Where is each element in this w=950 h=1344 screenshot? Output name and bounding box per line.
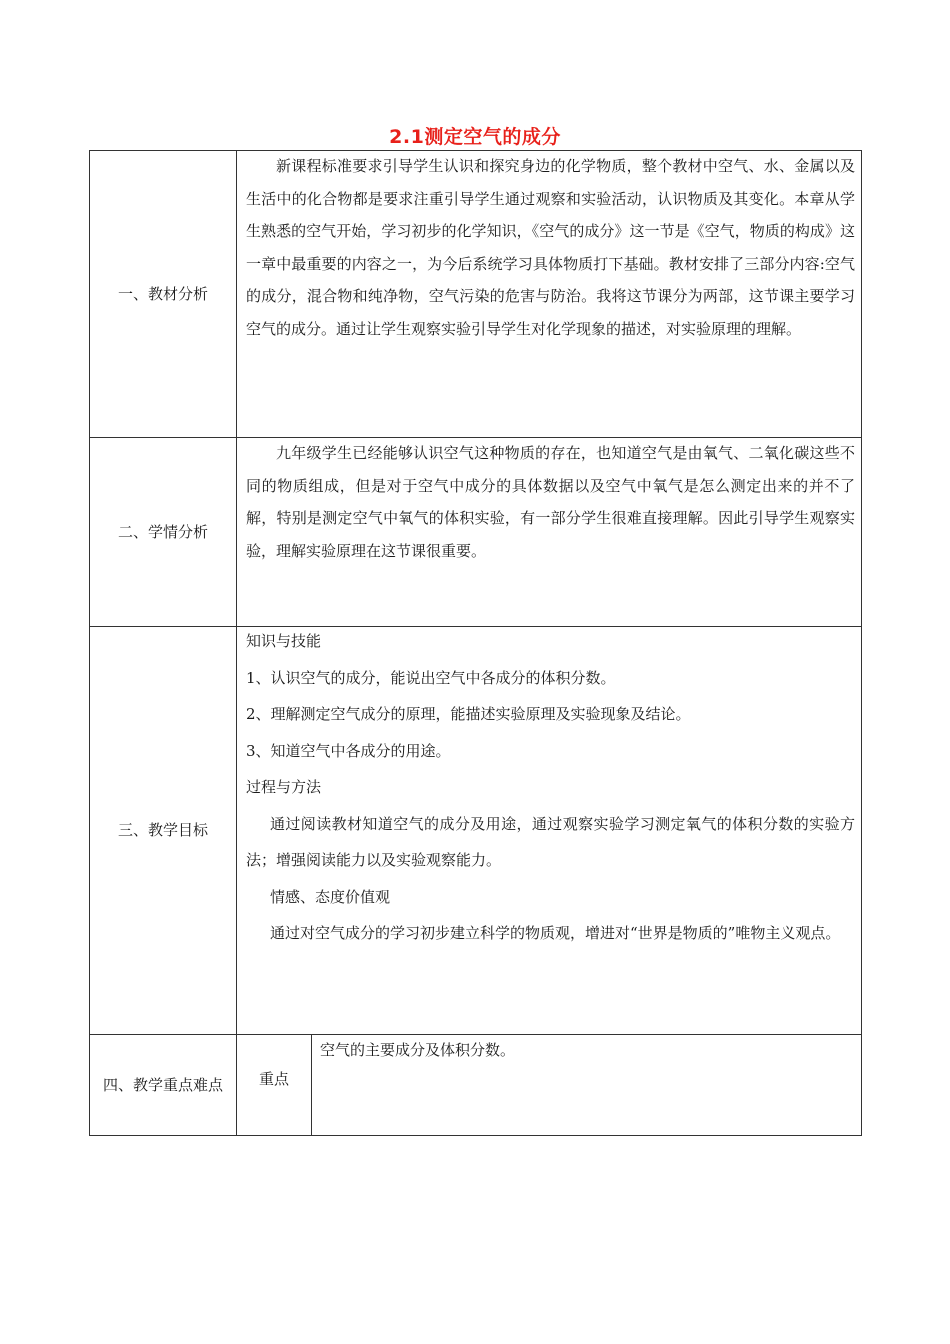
- row-label-text: 三、教学目标: [117, 821, 208, 839]
- objective-item: 2、理解测定空气成分的原理，能描述实验原理及实验现象及结论。: [246, 705, 691, 723]
- paragraph: 新课程标准要求引导学生认识和探究身边的化学物质，整个教材中空气、水、金属以及生活中的化合物都是要求注重引导学生通过观察和实验活动，认识物质及其变化。本章从学生熟悉的空气开始，学习初步的化学知识，《空气的成分》这一节是《空气，物质的构成》这一章中最重要的内容之一，为今后系统学习具体物质打下基础。教材安排了三部分内容:空气的成分，混合物和纯净物，空气污染的危害与防治。我将这节课分为两部，这节课主要学习空气的成分。通过让学生观察实验引导学生对化学现象的描述，对实验原理的理解。: [246, 157, 855, 338]
- objective-item: 1、认识空气的成分，能说出空气中各成分的体积分数。: [246, 668, 616, 687]
- sublabel-text: 重点: [258, 1070, 289, 1088]
- sublabel-key-point: [237, 1035, 312, 1136]
- objective-item: 3、知道空气中各成分的用途。: [246, 741, 451, 760]
- row-label-teaching-objectives: [90, 627, 237, 1035]
- row-label-text: 四、教学重点难点: [102, 1075, 223, 1094]
- document-title: 2.1测定空气的成分: [389, 126, 561, 148]
- key-point-content: [312, 1035, 862, 1136]
- objective-paragraph: 通过阅读教材知道空气的成分及用途，通过观察实验学习测定氧气的体积分数的实验方法；增强阅读能力以及实验观察能力。: [246, 814, 855, 869]
- objective-paragraph: 通过对空气成分的学习初步建立科学的物质观，增进对“世界是物质的”唯物主义观点。: [270, 924, 841, 942]
- row-label-key-difficult-points: [90, 1035, 237, 1136]
- row-content-teaching-objectives: [237, 627, 862, 1035]
- key-point-text: 空气的主要成分及体积分数。: [320, 1041, 516, 1059]
- row-content-student-analysis: [237, 438, 862, 627]
- lesson-plan-table: [89, 150, 862, 1136]
- row-content-textbook-analysis: [237, 151, 862, 438]
- row-label-text: 一、教材分析: [117, 284, 208, 303]
- subheading-process-methods: 过程与方法: [246, 778, 322, 796]
- paragraph: 九年级学生已经能够认识空气这种物质的存在，也知道空气是由氧气、二氧化碳这些不同的物质组成，但是对于空气中成分的具体数据以及空气中氧气是怎么测定出来的并不了解，特别是测定空气中氧气的体积实验，有一部分学生很难直接理解。因此引导学生观察实验，理解实验原理在这节课很重要。: [246, 444, 855, 560]
- subheading-values: 情感、态度价值观: [270, 887, 391, 906]
- row-label-student-analysis: [90, 438, 237, 627]
- row-label-text: 二、学情分析: [117, 522, 208, 541]
- subheading-knowledge-skills: 知识与技能: [246, 632, 322, 650]
- row-label-textbook-analysis: [90, 151, 237, 438]
